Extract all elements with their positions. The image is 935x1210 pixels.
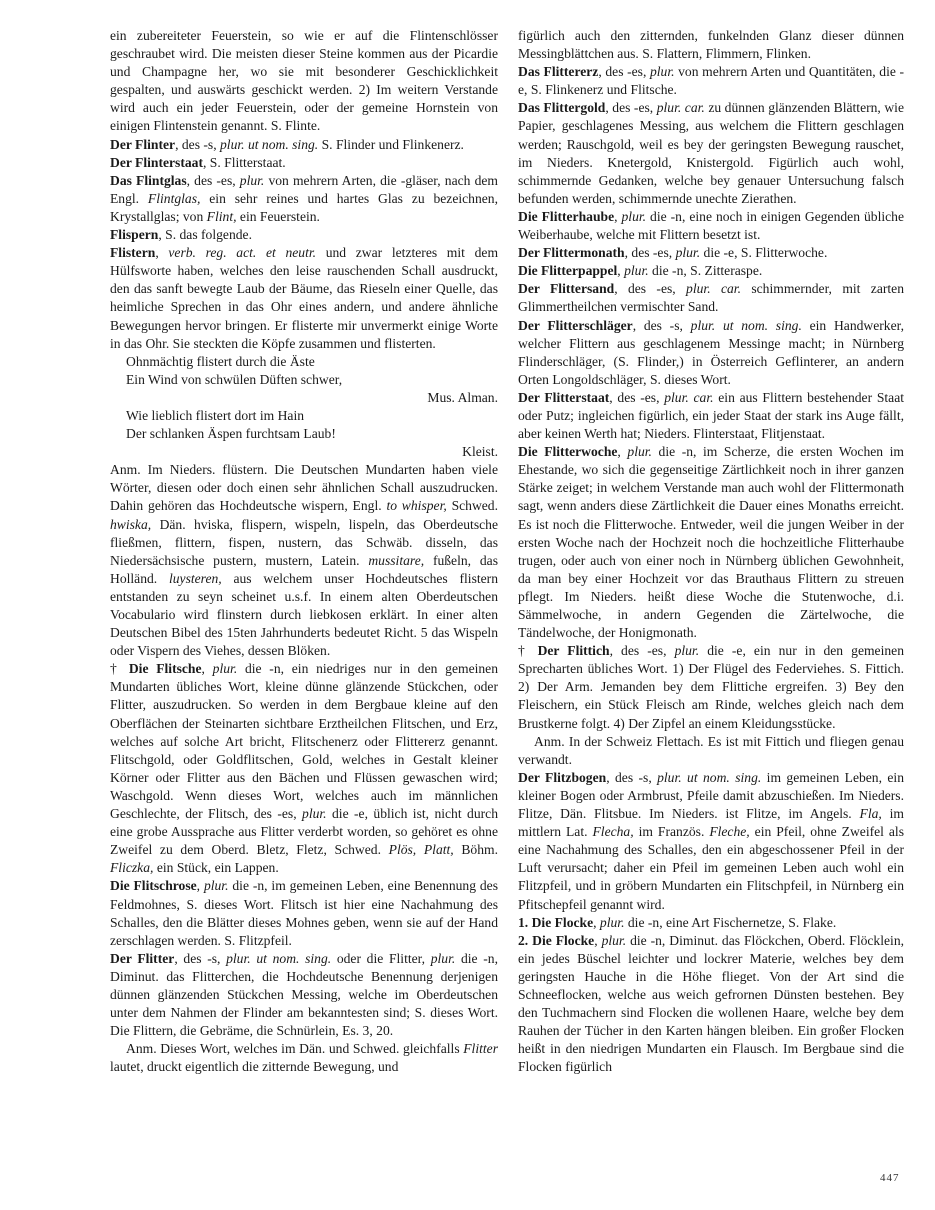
entry-text: ,	[617, 444, 628, 460]
italic-term: Flecha,	[592, 824, 634, 840]
dictionary-entry	[518, 63, 904, 99]
headword: Der Flitterstaat	[518, 389, 610, 405]
entry-text: S. Flinder und Flinkenerz.	[318, 136, 464, 152]
entry-text: , S. das folgende.	[158, 227, 252, 243]
dictionary-entry	[110, 136, 498, 154]
verse-line	[110, 407, 498, 425]
entry-text: die -n, Diminut. das Flitterchen, die Hochdeutsche Benennung derjenigen dünnen glänzenden Stückchen Messing, welche im Oberdeutschen unter dem Nahmen der Flinder am bekanntesten sind; S. dieses Wort. Die Flittern, die Gebräme, die Schnürlein, Es. 3, 20.	[110, 950, 498, 1039]
dictionary-entry	[110, 1040, 498, 1076]
italic-term: plur. ut nom. sing.	[220, 136, 319, 152]
italic-term: hwiska,	[110, 516, 152, 532]
dictionary-entry	[110, 154, 498, 172]
entry-text: die -n, ein niedriges nur in den gemeinen Mundarten übliches Wort, kleine dünne glänzende Stückchen, oder Flitter, auszudrucken. So werden in dem Bergbaue kleine auf den Oberflächen der Steinarten sichtbare Erztheilchen Flitschen, und Erz, welches auf solche Art bricht, Flitschenerz oder Flittererz genannt. Flitschgold, oder Goldflitschen, Gold, welches in Gestalt kleiner Körner oder Flitter aus den Bächen und Flüssen gewaschen wird; Waschgold. Wenn dieses Wort, welches auch im männlichen Geschlechte, der Flitsch, des -es,	[110, 661, 499, 822]
italic-term: plur.	[674, 643, 700, 659]
dictionary-entry	[110, 950, 498, 1040]
right-column	[518, 27, 904, 1076]
entry-text: Ohnmächtig flistert durch die Äste	[126, 353, 315, 369]
italic-term: Fliczka,	[110, 860, 154, 876]
entry-text: die -n, eine noch in einigen Gegenden übliche Weiberhaube, welche mit Flittern besetzt ist.	[518, 208, 905, 243]
entry-text: ,	[201, 661, 213, 677]
entry-text: Ein Wind von schwülen Düften schwer,	[126, 371, 343, 387]
italic-term: plur.	[239, 172, 265, 188]
dictionary-entry	[518, 914, 904, 932]
italic-term: plur.	[649, 64, 675, 80]
entry-text: ,	[593, 914, 600, 930]
entry-text: Mus. Alman.	[427, 389, 498, 405]
entry-text: lautet, druckt eigentlich die zitternde Bewegung, und	[110, 1059, 399, 1075]
entry-text: ein Feuerstein.	[236, 208, 320, 224]
entry-text: , des -es,	[605, 100, 657, 116]
entry-text: die -n, S. Zitteraspe.	[648, 263, 763, 279]
dictionary-entry	[110, 461, 498, 660]
dictionary-entry	[518, 244, 904, 262]
headword: 1. Die Flocke	[518, 914, 594, 930]
entry-text: ,	[594, 932, 602, 948]
entry-text: ,	[155, 245, 169, 261]
headword: Der Flitzbogen	[518, 769, 607, 785]
dictionary-entry	[518, 932, 904, 1077]
italic-term: to whisper,	[386, 498, 447, 514]
dictionary-entry	[518, 733, 904, 769]
verse-line	[110, 353, 498, 371]
entry-text: ein Stück, ein Lappen.	[153, 860, 279, 876]
entry-text: , des -es,	[598, 64, 650, 80]
entry-text: die -e, ein nur in den gemeinen Sprecharten übliches Wort. 1) Der Flügel des Federviehes. S. Fittich. 2) Der Arm. Jemanden bey dem Flittiche ergreifen. 3) Bey den Fleischern, ein Stück Fleisch am Rinde, welches gleich nach dem Brustkerne folgt. 4) Der Zipfel an einem Kleidungsstücke.	[518, 643, 904, 731]
entry-text: die -n, im gemeinen Leben, eine Benennung des Feldmohnes, S. dieses Wort. Flitsch ist hier eine Nachahmung des Schalles, den die Blätter dieses Mohnes geben, wenn sie auf der Hand zerschlagen werden. S. Flitzpfeil.	[110, 878, 498, 948]
verse-line	[110, 425, 498, 443]
entry-text: aus welchem unser Hochdeutsches flistern entstanden zu seyn scheinet u.s.f. In einem alten Oberdeutschen Vocabulario wird flinstern durch liebkosen erklärt. In einer alten Deutschen Bibel des 15ten Jahrhunderts bedeutet Richt. 5 das Wispeln oder Vispern des Viehes, dessen Blöken.	[110, 570, 498, 659]
headword: Der Flitterschläger	[518, 317, 633, 333]
italic-term: plur. ut nom. sing.	[657, 769, 762, 785]
headword: Der Flitter	[110, 950, 175, 966]
entry-text: Anm. Im Nieders. flüstern. Die Deutschen Mundarten haben viele Wörter, diesen oder doch einen sehr ähnlichen Schall auszudrucken. Dahin gehören das Hochdeutsche wispern, Engl.	[110, 462, 498, 514]
dictionary-entry	[518, 389, 904, 443]
entry-text: Böhm.	[453, 842, 499, 858]
headword: Der Flittersand	[518, 281, 615, 297]
entry-text: , des -s,	[174, 950, 227, 966]
headword: Flistern	[110, 245, 156, 261]
entry-text: figürlich auch den zitternden, funkelnden Glanz dieser dünnen Messingblättchen aus. S. Flattern, Flimmern, Flinken.	[518, 28, 904, 62]
headword: Die Flitterhaube	[518, 208, 615, 224]
dictionary-entry	[110, 660, 498, 877]
entry-text: Dän. hviska, flispern, wispeln, lispeln, das Oberdeutsche fließmen, flittern, fispen, nustern, das Schwäb. disseln, das Niedersächsische pustern, mustern, Latein.	[110, 516, 498, 568]
italic-term: plur.	[624, 263, 649, 279]
entry-text: Anm. In der Schweiz Flettach. Es ist mit Fittich und fliegen genau verwandt.	[518, 733, 904, 767]
quotation-source	[110, 443, 498, 461]
dictionary-entry	[518, 769, 904, 914]
headword: Das Flintglas	[110, 172, 187, 188]
entry-text: im Französ.	[633, 824, 710, 840]
entry-text: , des -s,	[175, 136, 220, 152]
entry-text: schimmernder, mit zarten Glimmertheilchen vermischter Sand.	[518, 281, 905, 315]
italic-term: Fla,	[859, 806, 882, 822]
entry-text: von mehrern Arten und Quantitäten, die -e, S. Flinkenerz und Flitsche.	[518, 64, 905, 98]
entry-text: †	[110, 661, 129, 677]
dictionary-entry	[110, 877, 498, 949]
italic-term: plur.	[212, 661, 238, 677]
entry-text: und zwar letzteres mit dem Hülfsworte haben, welches den leise rauschenden Schall ausdruckt, den das sanft bewegte Laub der Bäume, das Rieseln einer Quelle, das heimliche Sprechen in das Ohr eines andern, und andere ähnliche Bewegungen hervor bringen. Er flisterte mir unvermerkt einige Worte in das Ohr. Sie steckten die Köpfe zusammen und flisterten.	[110, 245, 499, 351]
entry-text: im gemeinen Leben, ein kleiner Bogen oder Armbrust, Pfeile damit abzuschießen. Im Nieders. Flitze, Dän. Flitsbue. Im Nieders. ist Flitze, im Angels.	[518, 769, 904, 822]
italic-term: plur.	[675, 245, 701, 261]
entry-text: die -e, üblich ist, nicht durch eine grobe Aussprache aus Flitter verderbt worden, so gehöret es ohne Zweifel zu dem Oberd. Bletz, Fletz, Schwed.	[110, 806, 498, 858]
italic-term: plur.	[203, 878, 229, 894]
entry-text: oder die Flitter,	[331, 950, 431, 966]
verse-line	[110, 371, 498, 389]
entry-text: ein aus Flittern bestehender Staat oder Putz; ingleichen figürlich, ein jeder Staat der stark ins Auge fällt, aber keinen Werth hat; Nieders. Flinterstaat, Flitjenstaat.	[518, 389, 905, 442]
italic-term: plur.	[302, 806, 327, 822]
page-number: 447	[880, 1172, 900, 1184]
dictionary-entry	[110, 226, 498, 244]
italic-term: mussitare,	[368, 552, 425, 568]
italic-term: plur. car.	[656, 100, 705, 116]
dictionary-entry	[518, 443, 904, 642]
italic-term: plur. ut nom. sing.	[226, 950, 332, 966]
italic-term: plur.	[627, 444, 652, 460]
dictionary-entry	[110, 172, 498, 226]
italic-term: plur. ut nom. sing.	[690, 317, 802, 333]
entry-text: , des -es,	[614, 281, 687, 297]
italic-term: verb. reg. act. et neutr.	[168, 245, 317, 261]
entry-text: fußeln, das Holländ.	[110, 552, 499, 586]
italic-term: Plös, Platt,	[388, 842, 454, 858]
entry-text: ein sehr reines und hartes Glas zu bezeichnen, Krystallglas; von	[110, 190, 498, 224]
italic-term: plur.	[621, 208, 647, 224]
entry-text: von mehrern Arten, die -gläser, nach dem Engl.	[110, 172, 498, 206]
entry-text: ,	[614, 208, 622, 224]
headword: 2. Die Flocke	[518, 932, 595, 948]
headword: Die Flitschrose	[110, 878, 197, 894]
dictionary-entry	[518, 280, 904, 316]
entry-text: ein Handwerker, welcher Flittern aus geschlagenem Messinge macht; in Nürnberg Flinderschläger, (S. Flinder,) in Österreich Geflinterer, an andern Orten Longoldschläger, S. dieses Wort.	[518, 317, 904, 387]
entry-text: †	[518, 643, 538, 659]
italic-term: luysteren,	[168, 570, 222, 586]
italic-term: plur.	[430, 950, 456, 966]
italic-term: Flintglas,	[147, 190, 201, 206]
quotation-source	[110, 389, 498, 407]
dictionary-entry	[518, 317, 904, 389]
headword: Das Flittergold	[518, 100, 606, 116]
entry-text: die -n, im Scherze, die ersten Wochen im Ehestande, wo sich die gegenseitige Zärtlichkeit noch in ihrer ganzen Stärke zeiget; in welchem Verstande man auch wohl der Flittermonath sagt, wenn anders diese Zärtlichkeit die Dauer eines Monaths erreicht. Es ist noch die Flitterwoche. Entweder, weil die jungen Weiber in der ersten Woche nach der Hochzeit noch die hochzeitliche Flitterhaube trugen, oder auch von einer noch in Nürnberg üblichen Gewohnheit, da man bey einer Hochzeit vor das Brauthaus Flittern zu streuen pflegt. Im Nieders. heißt diese Woche die Stutenwoche, d.i. Sämmelwoche, in andern Gegenden die Zärtelwoche, die Tändelwoche, der Honigmonath.	[518, 444, 905, 641]
italic-term: Flitter	[463, 1041, 498, 1057]
headword: Flispern	[110, 227, 159, 243]
italic-term: plur.	[599, 914, 625, 930]
entry-text: ein zubereiteter Feuerstein, so wie er auf die Flintenschlösser geschraubet wird. Die meisten dieser Steine kommen aus der Picardie und Champagne her, wo sie mit besonderer Geschicklichkeit gespalten, und auswärts geschickt werden. 2) Im weitern Verstande wird auch ein jeder Feuerstein, oder der gemeine Hornstein von einigen Flintenstein genannt. S. Flinte.	[110, 28, 498, 134]
italic-term: plur.	[601, 932, 627, 948]
entry-text: Wie lieblich flistert dort im Hain	[126, 407, 305, 423]
dictionary-entry	[518, 99, 904, 208]
headword: Der Flinter	[110, 136, 176, 152]
italic-term: Fleche,	[709, 824, 750, 840]
dictionary-entry	[518, 262, 904, 280]
headword: Die Flitterpappel	[518, 263, 618, 279]
dictionary-entry	[518, 208, 904, 244]
entry-text: , des -es,	[186, 172, 240, 188]
entry-text: ,	[196, 878, 204, 894]
headword: Der Flittich	[537, 643, 610, 659]
headword: Die Flitsche	[128, 661, 202, 677]
entry-text: , des -es,	[609, 389, 665, 405]
entry-text: Anm. Dieses Wort, welches im Dän. und Schwed. gleichfalls	[126, 1041, 464, 1057]
entry-text: die -n, eine Art Fischernetze, S. Flake.	[624, 914, 837, 930]
entry-text: ein Pfeil, ohne Zweifel als eine Nachahmung des Schalles, den ein abgeschossener Pfeil in der Luft verursacht; daher ein Pfeil im gemeinen Leben auch wohl ein Flitzpfeil, und in gröbern Mundarten ein Flitschpfeil, in Nürnberg ein Pfitschepfeil genannt wird.	[518, 824, 904, 912]
entry-text: im mittlern Lat.	[518, 806, 904, 840]
headword: Der Flittermonath	[518, 245, 625, 261]
entry-text: , des -s,	[632, 317, 691, 333]
entry-text: , S. Flitterstaat.	[203, 154, 286, 170]
entry-text: die -e, S. Flitterwoche.	[700, 245, 828, 261]
entry-text: zu dünnen glänzenden Blättern, wie Papier, geschlagenes Messing, aus welchem die Flittern geschlagen werden; Rauschgold, weil es bey der geringsten Bewegung rauschet, im Nieders. Knetergold, Knistergold. Figürlich auch wohl, schimmernde Gedanken, welche bey genauer Untersuchung falsch befunden werden, schimmernde unechte Zierathen.	[518, 100, 904, 206]
italic-term: plur. car.	[664, 389, 714, 405]
entry-text: , des -s,	[606, 769, 658, 785]
left-column	[110, 27, 498, 1076]
dictionary-entry	[518, 27, 904, 63]
entry-text: Kleist.	[462, 444, 498, 460]
italic-term: plur. car.	[686, 281, 741, 297]
entry-text: , des -es,	[609, 643, 675, 659]
dictionary-entry	[518, 642, 904, 732]
headword: Das Flittererz	[518, 64, 599, 80]
dictionary-entry	[110, 244, 498, 353]
entry-text: , des -es,	[624, 245, 676, 261]
dictionary-entry	[110, 27, 498, 136]
italic-term: Flint,	[206, 208, 237, 224]
entry-text: Der schlanken Äspen furchtsam Laub!	[126, 426, 336, 442]
headword: Der Flinterstaat	[110, 154, 203, 170]
entry-text: Schwed.	[446, 498, 499, 514]
headword: Die Flitterwoche	[518, 444, 618, 460]
entry-text: die -n, Diminut. das Flöckchen, Oberd. Flöcklein, ein jedes Büschel leichter und lockrer Materie, welches bey dem geringsten Hauche in die Höhe flieget. Von der Art sind die Schneeflocken, welche aus weich gefrornen Dünsten bestehen. Bey den Tuchmachern sind Flocken die wollenen Haare, welche bey dem Rauhen der Tücher in den Karten hängen bleiben. Ein großer Flocken heißt in den niedrigen Mundarten ein Flausch. Im Bergbaue sind die Flocken figürlich	[518, 932, 905, 1075]
entry-text: ,	[617, 263, 625, 279]
